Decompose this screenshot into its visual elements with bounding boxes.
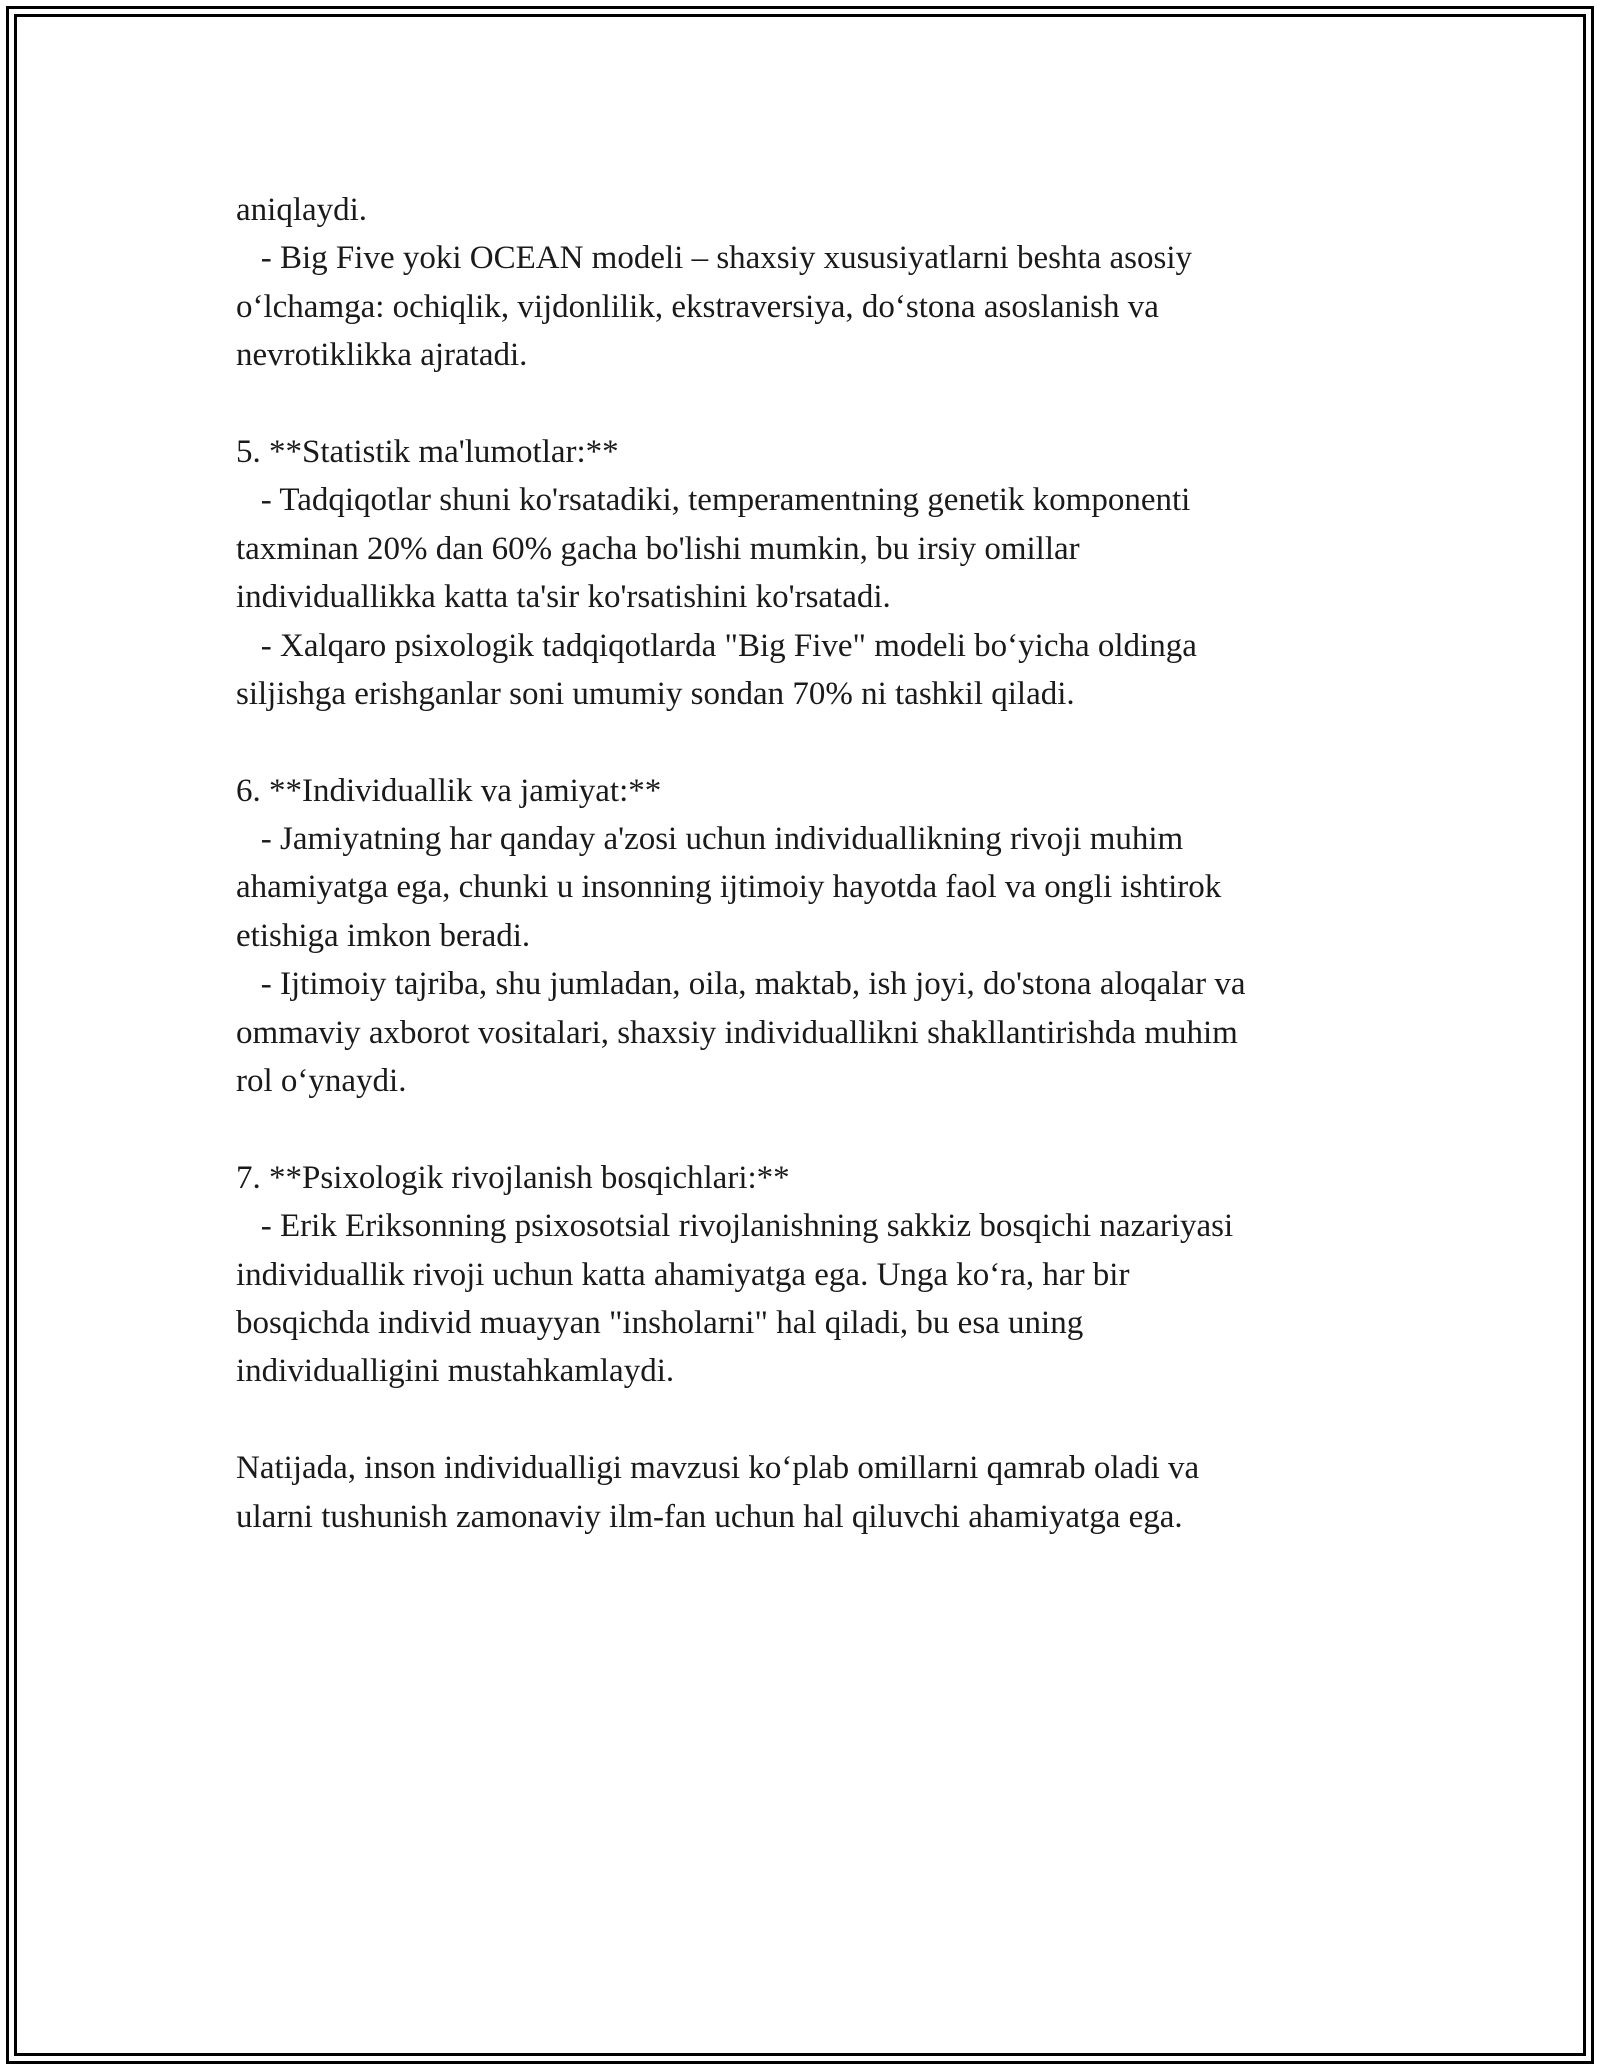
text-line: siljishga erishganlar soni umumiy sondan 70% ni tashkil qiladi. bbox=[236, 675, 1075, 712]
paragraph-gap bbox=[236, 1105, 1386, 1153]
text-line: - Erik Eriksonning psixosotsial rivojlanishning sakkiz bosqichi nazariyasi bbox=[236, 1208, 1234, 1245]
text-line: etishiga imkon beradi. bbox=[236, 917, 531, 954]
text-line: - Ijtimoiy tajriba, shu jumladan, oila, maktab, ish joyi, do'stona aloqalar va bbox=[236, 966, 1246, 1003]
paragraph-statistics bbox=[236, 428, 1386, 718]
paragraph-gap bbox=[236, 718, 1386, 766]
text-line: Natijada, inson individualligi mavzusi ko‘plab omillarni qamrab oladi va bbox=[236, 1450, 1200, 1487]
paragraph-development-stages bbox=[236, 1154, 1386, 1396]
paragraph-individuality-society bbox=[236, 767, 1386, 1106]
text-line: - Xalqaro psixologik tadqiqotlarda "Big Five" modeli bo‘yicha oldinga bbox=[236, 627, 1197, 664]
paragraph-gap bbox=[236, 380, 1386, 428]
text-line: individualligini mustahkamlaydi. bbox=[236, 1353, 675, 1390]
text-line: taxminan 20% dan 60% gacha bo'lishi mumkin, bu irsiy omillar bbox=[236, 530, 1080, 567]
text-line: - Jamiyatning har qanday a'zosi uchun individuallikning rivoji muhim bbox=[236, 821, 1184, 858]
text-line: ommaviy axborot vositalari, shaxsiy individuallikni shakllantirishda muhim bbox=[236, 1014, 1238, 1051]
text-line: - Tadqiqotlar shuni ko'rsatadiki, temperamentning genetik komponenti bbox=[236, 482, 1191, 519]
text-line: individuallik rivoji uchun katta ahamiyatga ega. Unga ko‘ra, har bir bbox=[236, 1256, 1130, 1293]
text-line: ularni tushunish zamonaviy ilm-fan uchun hal qiluvchi ahamiyatga ega. bbox=[236, 1498, 1183, 1535]
text-line: - Big Five yoki OCEAN modeli – shaxsiy xususiyatlarni beshta asosiy bbox=[236, 240, 1193, 277]
text-line: o‘lchamga: ochiqlik, vijdonlilik, ekstraversiya, do‘stona asoslanish va bbox=[236, 288, 1159, 325]
text-line: individuallikka katta ta'sir ko'rsatishini ko'rsatadi. bbox=[236, 579, 891, 616]
section-heading: 5. **Statistik ma'lumotlar:** bbox=[236, 433, 619, 470]
text-line: aniqlaydi. bbox=[236, 192, 368, 228]
text-line: bosqichda individ muayyan "insholarni" hal qiladi, bu esa uning bbox=[236, 1304, 1084, 1341]
section-heading: 7. **Psixologik rivojlanish bosqichlari:** bbox=[236, 1159, 790, 1196]
paragraph-gap bbox=[236, 1396, 1386, 1444]
document-body bbox=[236, 186, 1386, 1541]
text-line: rol o‘ynaydi. bbox=[236, 1063, 407, 1100]
paragraph-ocean-model bbox=[236, 186, 1386, 380]
text-line: ahamiyatga ega, chunki u insonning ijtimoiy hayotda faol va ongli ishtirok bbox=[236, 869, 1222, 906]
section-heading: 6. **Individuallik va jamiyat:** bbox=[236, 772, 662, 809]
paragraph-conclusion bbox=[236, 1444, 1386, 1541]
text-line: nevrotiklikka ajratadi. bbox=[236, 337, 528, 374]
